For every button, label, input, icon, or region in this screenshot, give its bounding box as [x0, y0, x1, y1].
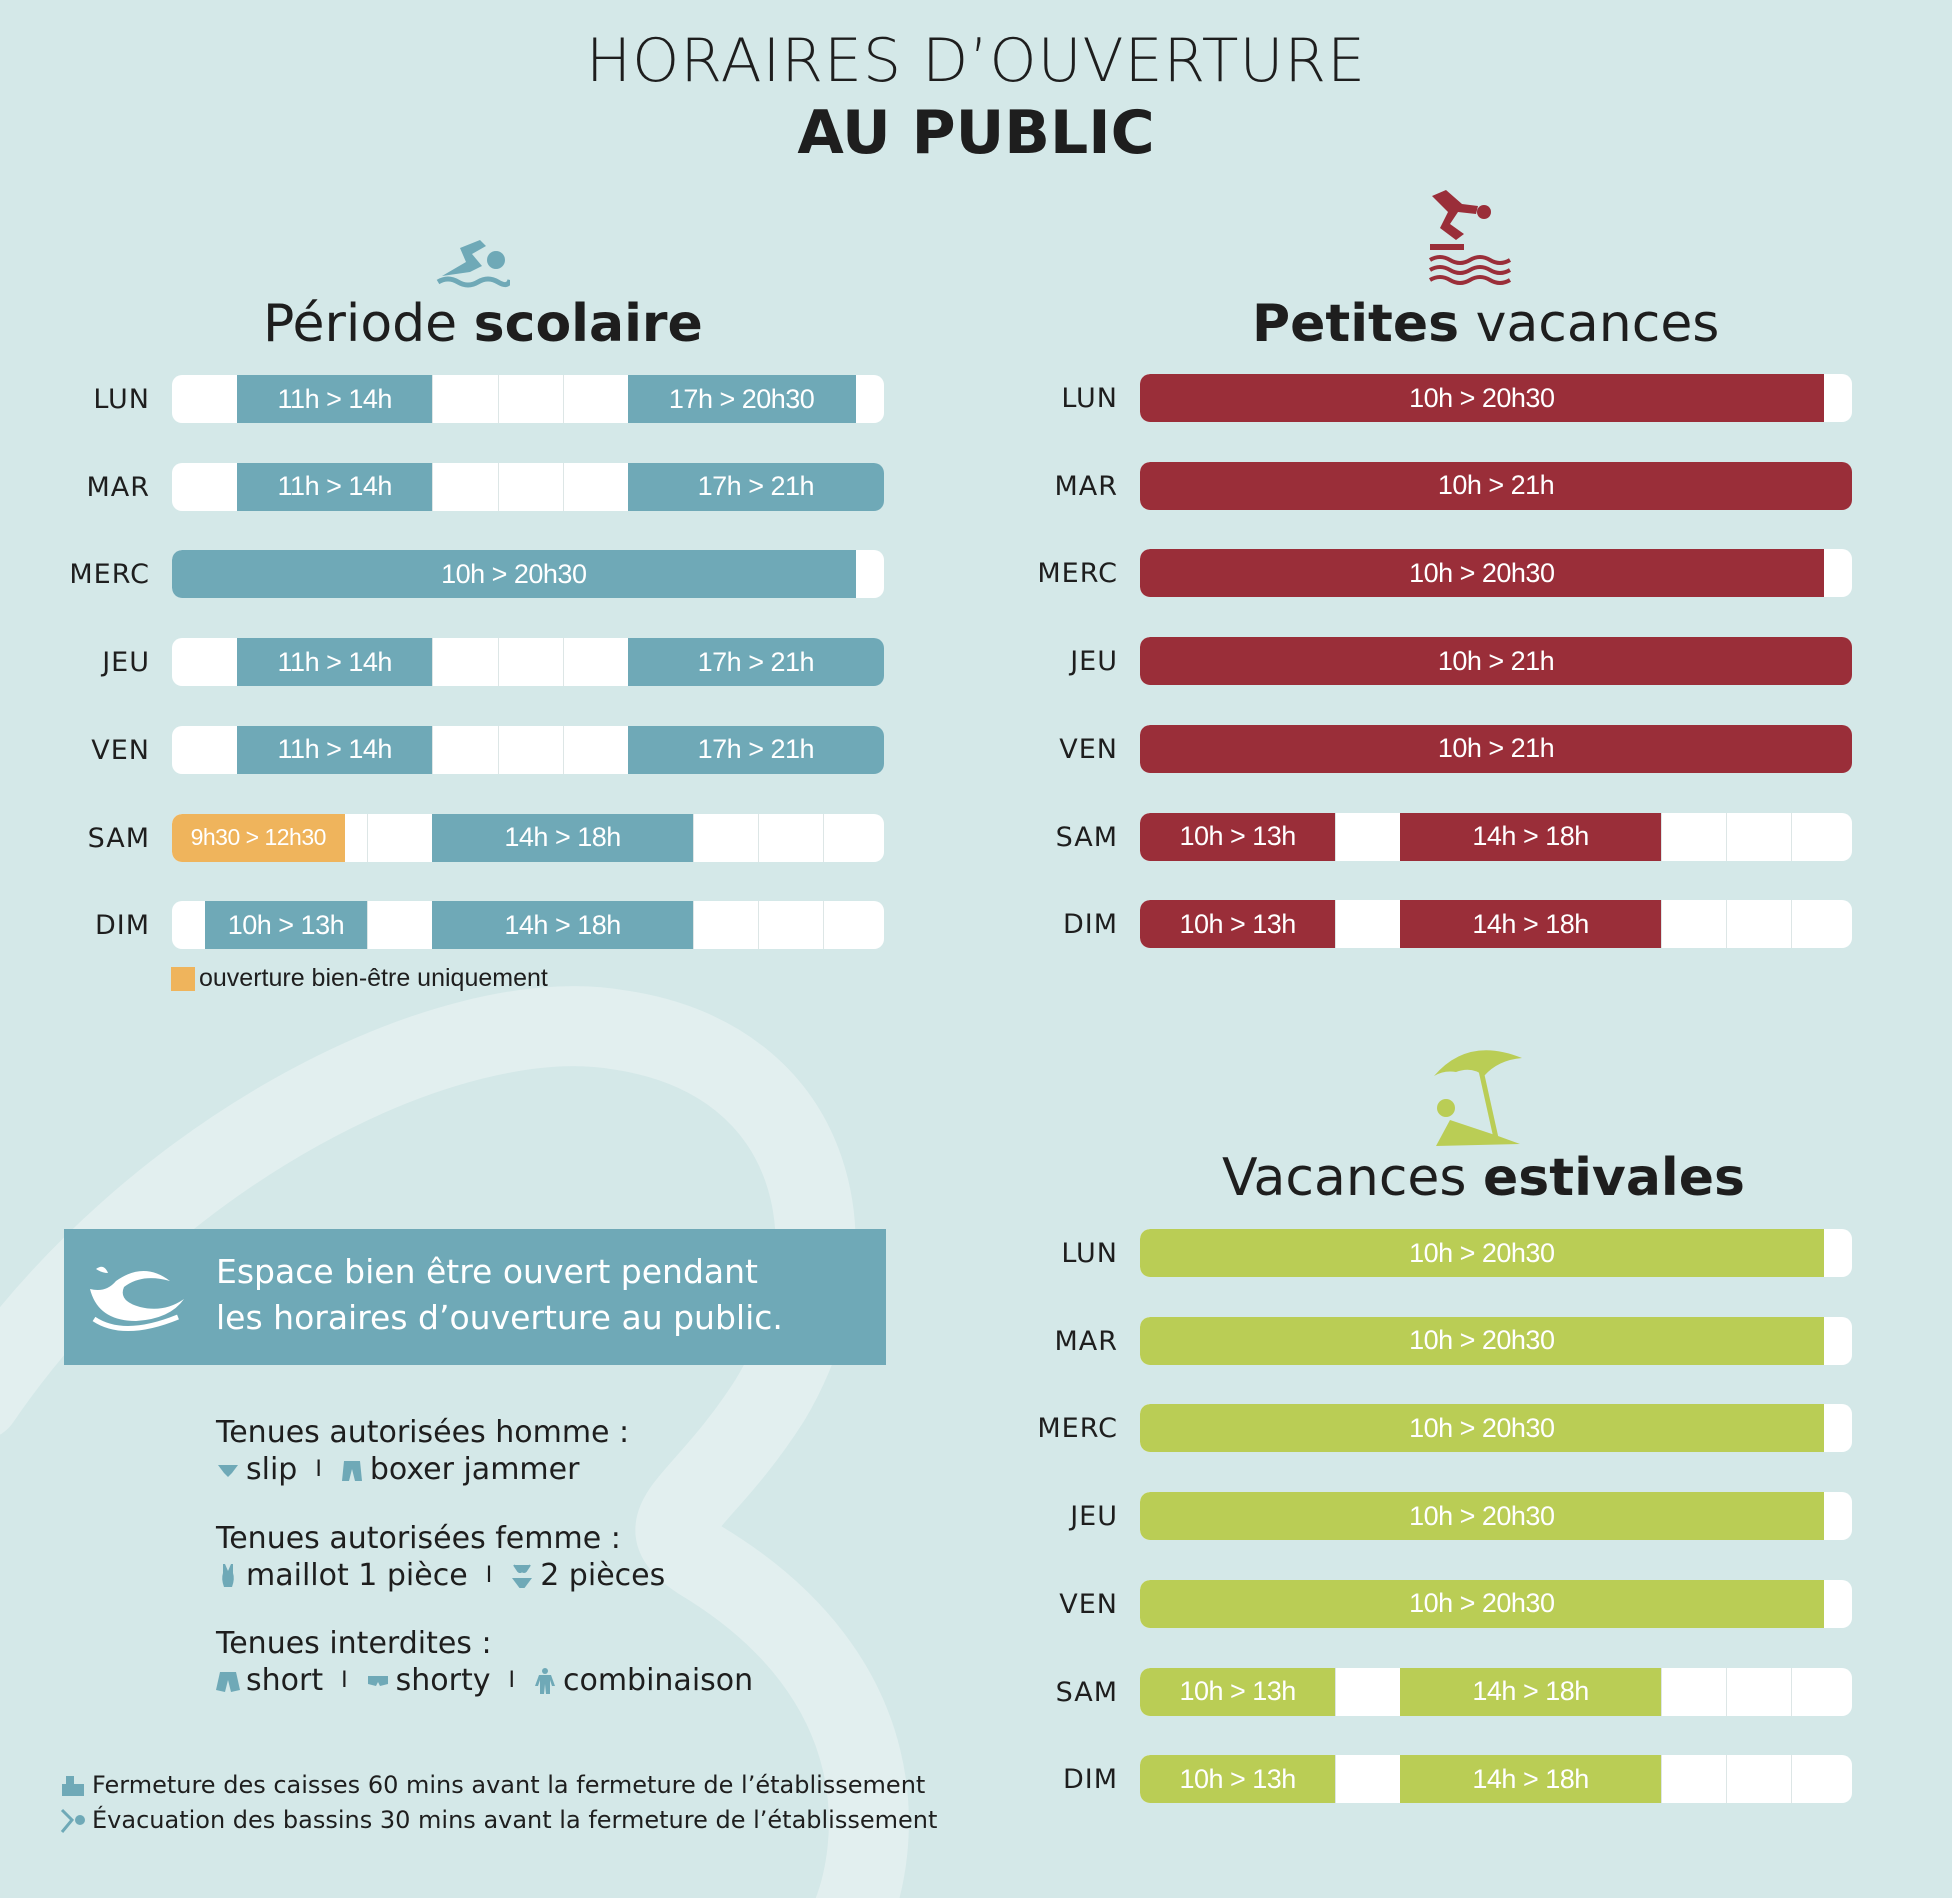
- time-slot: 10h > 21h: [1140, 462, 1852, 510]
- grid-line: [1791, 900, 1792, 948]
- grid-line: [1726, 813, 1727, 861]
- attire-item-boxer: boxer jammer: [369, 1452, 580, 1487]
- grid-line: [498, 638, 499, 686]
- grid-line: [498, 463, 499, 511]
- grid-line: [1335, 813, 1336, 861]
- shorty-icon: [366, 1668, 390, 1694]
- scolaire-day-label: JEU: [102, 647, 150, 679]
- note-cashier: Fermeture des caisses 60 mins avant la fermeture de l’établissement: [92, 1771, 926, 1799]
- petites-day-label: JEU: [1070, 646, 1118, 678]
- closing-notes: [60, 1768, 937, 1838]
- petites-schedule-bar: [1140, 549, 1852, 597]
- time-slot: 10h > 21h: [1140, 637, 1852, 685]
- petites-schedule-bar: [1140, 462, 1852, 510]
- grid-line: [693, 901, 694, 949]
- estivales-day-label: MERC: [1037, 1413, 1118, 1445]
- grid-line: [367, 901, 368, 949]
- section-title-estivales: Vacances estivales: [1222, 1148, 1745, 1208]
- time-slot: 11h > 14h: [237, 463, 432, 511]
- estivales-day-label: MAR: [1054, 1325, 1118, 1357]
- time-slot: 10h > 13h: [1140, 813, 1335, 861]
- attire-item-slip: slip: [246, 1452, 298, 1487]
- grid-line: [1661, 1755, 1662, 1803]
- estivales-day-label: JEU: [1070, 1501, 1118, 1533]
- swimmer-icon: [436, 232, 510, 288]
- attire-men: [216, 1414, 629, 1488]
- time-slot: 14h > 18h: [432, 901, 692, 949]
- slip-icon: [216, 1457, 240, 1483]
- time-slot: 10h > 13h: [205, 901, 368, 949]
- wetsuit-icon: [533, 1668, 557, 1694]
- estivales-schedule-bar: [1140, 1404, 1852, 1452]
- wellness-line-1: Espace bien être ouvert pendant: [216, 1252, 758, 1291]
- time-slot: 10h > 20h30: [1140, 1317, 1824, 1365]
- time-slot: 17h > 21h: [628, 638, 884, 686]
- scolaire-schedule-bar: [172, 638, 884, 686]
- wellness-icon: [84, 1259, 188, 1335]
- petites-day-label: SAM: [1055, 821, 1118, 853]
- grid-line: [432, 463, 433, 511]
- time-slot: 10h > 20h30: [1140, 374, 1824, 422]
- petites-schedule-bar: [1140, 900, 1852, 948]
- time-slot: 11h > 14h: [237, 638, 432, 686]
- grid-line: [563, 726, 564, 774]
- attire-women-title: Tenues autorisées femme :: [216, 1521, 621, 1556]
- estivales-schedule-bar: [1140, 1580, 1852, 1628]
- attire-forbidden-title: Tenues interdites :: [216, 1626, 492, 1661]
- petites-schedule-bar: [1140, 725, 1852, 773]
- attire-item-shorty: shorty: [395, 1663, 491, 1698]
- estivales-schedule-bar: [1140, 1492, 1852, 1540]
- time-slot: 14h > 18h: [1400, 900, 1660, 948]
- cash-register-icon: [60, 1774, 86, 1798]
- scolaire-schedule-bar: [172, 550, 884, 598]
- time-slot: 10h > 20h30: [172, 550, 856, 598]
- petites-schedule-bar: [1140, 813, 1852, 861]
- time-slot: 10h > 13h: [1140, 1668, 1335, 1716]
- grid-line: [1791, 1668, 1792, 1716]
- petites-day-label: MAR: [1054, 470, 1118, 502]
- time-slot: 14h > 18h: [1400, 813, 1660, 861]
- estivales-day-label: DIM: [1062, 1764, 1118, 1796]
- scolaire-day-label: SAM: [87, 822, 150, 854]
- petites-day-label: VEN: [1059, 733, 1118, 765]
- time-slot: 14h > 18h: [432, 814, 692, 862]
- estivales-schedule-bar: [1140, 1755, 1852, 1803]
- grid-line: [758, 814, 759, 862]
- grid-line: [1335, 1668, 1336, 1716]
- grid-line: [432, 375, 433, 423]
- estivales-day-label: SAM: [1055, 1676, 1118, 1708]
- time-slot: 10h > 20h30: [1140, 1229, 1824, 1277]
- grid-line: [1791, 813, 1792, 861]
- grid-line: [1335, 1755, 1336, 1803]
- grid-line: [563, 375, 564, 423]
- time-slot: 10h > 20h30: [1140, 549, 1824, 597]
- grid-line: [1726, 1668, 1727, 1716]
- scolaire-day-label: VEN: [91, 734, 150, 766]
- attire-item-two-piece: 2 pièces: [540, 1558, 666, 1593]
- time-slot: 11h > 14h: [237, 375, 432, 423]
- grid-line: [563, 463, 564, 511]
- scolaire-day-label: MERC: [69, 559, 150, 591]
- attire-women: [216, 1520, 665, 1594]
- bikini-icon: [510, 1563, 534, 1589]
- grid-line: [432, 726, 433, 774]
- estivales-schedule-bar: [1140, 1668, 1852, 1716]
- attire-item-combinaison: combinaison: [562, 1663, 754, 1698]
- time-slot: 10h > 13h: [1140, 1755, 1335, 1803]
- page-subtitle: AU PUBLIC: [797, 98, 1155, 168]
- scolaire-day-label: DIM: [94, 910, 150, 942]
- separator: I: [485, 1563, 493, 1588]
- time-slot: 10h > 20h30: [1140, 1404, 1824, 1452]
- grid-line: [1726, 900, 1727, 948]
- diver-icon: [1428, 190, 1512, 286]
- time-slot: 10h > 20h30: [1140, 1580, 1824, 1628]
- time-slot: 11h > 14h: [237, 726, 432, 774]
- scolaire-schedule-bar: [172, 814, 884, 862]
- grid-line: [758, 901, 759, 949]
- petites-day-label: LUN: [1061, 383, 1118, 414]
- boxer-icon: [340, 1457, 364, 1483]
- section-title-petites-vacances: Petites vacances: [1252, 294, 1720, 354]
- attire-item-one-piece: maillot 1 pièce: [246, 1558, 468, 1593]
- evacuation-icon: [60, 1808, 88, 1834]
- separator: I: [341, 1668, 348, 1693]
- time-slot: 10h > 20h30: [1140, 1492, 1824, 1540]
- legend-swatch: [171, 967, 195, 991]
- scolaire-schedule-bar: [172, 463, 884, 511]
- time-slot: 10h > 13h: [1140, 900, 1335, 948]
- note-evacuation: Évacuation des bassins 30 mins avant la fermeture de l’établissement: [92, 1806, 938, 1834]
- section-title-scolaire: Période scolaire: [263, 294, 703, 354]
- estivales-schedule-bar: [1140, 1317, 1852, 1365]
- grid-line: [563, 638, 564, 686]
- estivales-schedule-bar: [1140, 1229, 1852, 1277]
- time-slot: 14h > 18h: [1400, 1755, 1660, 1803]
- estivales-day-label: VEN: [1059, 1588, 1118, 1620]
- time-slot: 14h > 18h: [1400, 1668, 1660, 1716]
- wellness-legend: [171, 964, 548, 993]
- attire-item-short: short: [246, 1663, 324, 1698]
- petites-day-label: DIM: [1062, 909, 1118, 941]
- petites-schedule-bar: [1140, 637, 1852, 685]
- swimsuit-icon: [216, 1563, 240, 1589]
- scolaire-schedule-bar: [172, 726, 884, 774]
- scolaire-schedule-bar: [172, 375, 884, 423]
- petites-day-label: MERC: [1037, 558, 1118, 590]
- scolaire-day-label: MAR: [86, 471, 150, 503]
- beach-umbrella-icon: [1428, 1046, 1524, 1150]
- grid-line: [823, 814, 824, 862]
- grid-line: [1661, 813, 1662, 861]
- scolaire-day-label: LUN: [93, 384, 150, 415]
- time-slot: 17h > 21h: [628, 726, 884, 774]
- time-slot: 10h > 21h: [1140, 725, 1852, 773]
- grid-line: [1726, 1755, 1727, 1803]
- wellness-line-2: les horaires d’ouverture au public.: [216, 1298, 783, 1337]
- attire-forbidden: [216, 1625, 753, 1699]
- grid-line: [432, 638, 433, 686]
- time-slot: 9h30 > 12h30: [172, 814, 345, 862]
- separator: I: [508, 1668, 515, 1693]
- grid-line: [1661, 1668, 1662, 1716]
- short-icon: [216, 1668, 240, 1694]
- grid-line: [1791, 1755, 1792, 1803]
- petites-schedule-bar: [1140, 374, 1852, 422]
- wellness-banner: [64, 1229, 886, 1365]
- legend-label: ouverture bien-être uniquement: [199, 964, 548, 992]
- time-slot: 17h > 20h30: [628, 375, 856, 423]
- grid-line: [823, 901, 824, 949]
- attire-men-title: Tenues autorisées homme :: [216, 1415, 630, 1450]
- grid-line: [1661, 900, 1662, 948]
- page-title: HORAIRES D’OUVERTURE: [586, 26, 1366, 96]
- estivales-day-label: LUN: [1061, 1238, 1118, 1269]
- grid-line: [498, 726, 499, 774]
- grid-line: [498, 375, 499, 423]
- separator: I: [315, 1457, 322, 1482]
- grid-line: [1335, 900, 1336, 948]
- grid-line: [367, 814, 368, 862]
- grid-line: [693, 814, 694, 862]
- scolaire-schedule-bar: [172, 901, 884, 949]
- time-slot: 17h > 21h: [628, 463, 884, 511]
